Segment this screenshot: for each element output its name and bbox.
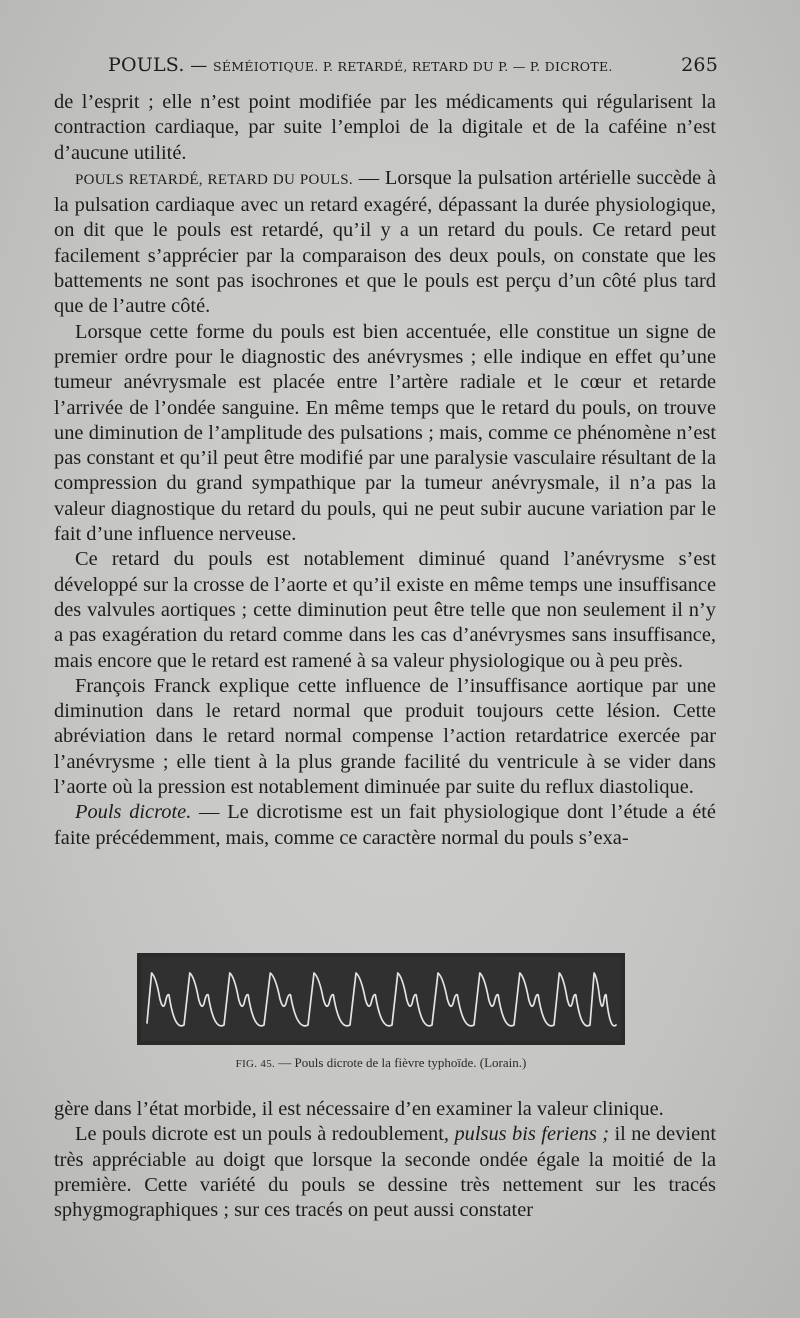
paragraph-anevrysmes: Lorsque cette forme du pouls est bien accentuée, elle constitue un signe de premier ordre pour le diagnostic des anévrysmes ; elle indique en effet qu’une tumeur anévrysmale est placée entre l’artère radiale et le cœur et retarde l’arrivée de l’ondée sanguine. En même temps que le retard du pouls, on trouve une diminution de l’amplitude des pulsations ; mais, comme ce phénomène n’est pas constant et qu’il peut être modifié par une paralysie vasculaire résultant de la compression du grand sympathique par la tumeur anévrysmale, il n’a pas la valeur diagnostique du retard du pouls, qui ne peut subir aucune variation par le fait d’une influence nerveuse. xyxy=(54,320,716,546)
figure-label: FIG. 45. xyxy=(235,1058,276,1070)
paragraph-text: — Lorsque la pulsation artérielle succède à la pulsation cardiaque avec un retard exagéré, dépassant la durée physiologique, on dit que le pouls est retardé, qu’il y a un retard du pouls. Ce retard peut facilement s’apprécier par la comparaison des deux pouls, on constate que les battements ne sont pas isochrones et que le pouls est perçu d’un côté plus tard que de l’autre côté. xyxy=(54,166,717,318)
paragraph-text: il ne devient très appréciable au doigt que lorsque la seconde ondée égale la moitié de la première. Cette variété du pouls se dessine très nettement sur les tracés sphygmographiques ; sur ces tracés on peut aussi constater xyxy=(54,1123,716,1222)
header-dash: — xyxy=(190,56,208,76)
paragraph-insuffisance: Ce retard du pouls est notablement diminué quand l’anévrysme s’est développé sur la crosse de l’aorte et qu’il existe en même temps une insuffisance des valvules aortiques ; cette diminution peut être telle que non seulement il n’y a pas exagération du retard comme dans les cas d’anévrysmes sans insuffisance, mais encore que le retard est ramené à sa valeur physiologique ou à peu près. xyxy=(54,548,716,672)
page-number: 265 xyxy=(681,54,718,76)
paragraph-pouls-dicrote xyxy=(54,800,716,851)
header-title xyxy=(108,54,613,76)
paragraph-continuation: de l’esprit ; elle n’est point modifiée par les médicaments qui régularisent la contraction cardiaque, par suite l’emploi de la digitale et de la caféine n’est d’aucune utilité. xyxy=(54,91,716,164)
header-section-name: POULS. xyxy=(108,54,185,76)
text-block-top xyxy=(54,90,716,851)
paragraph-text: Le pouls dicrote est un pouls à redoublement, xyxy=(75,1123,455,1146)
section-heading-pouls-retarde: POULS RETARDÉ, RETARD DU POULS. xyxy=(75,171,353,188)
figure-sphygmograph-trace xyxy=(137,953,625,1045)
latin-term: pulsus bis feriens ; xyxy=(454,1123,610,1146)
paragraph-continuation-clinique: gère dans l’état morbide, il est nécessaire d’en examiner la valeur clinique. xyxy=(54,1098,664,1120)
running-header xyxy=(108,54,718,82)
text-block-bottom xyxy=(54,1097,716,1223)
paragraph-pulsus-bis-feriens xyxy=(54,1122,716,1223)
section-heading-pouls-dicrote: Pouls dicrote. xyxy=(75,801,192,824)
paragraph-francois-franck: François Franck explique cette influence de l’insuffisance aortique par une diminution dans le retard normal que produit toujours cette lésion. Cette abréviation dans le retard normal compense l’action retardatrice exercée par l’anévrysme ; elle tient à la plus grande facilité du ventricule à se vider dans l’aorte où la pression est notablement diminuée par suite du reflux diastolique. xyxy=(54,674,716,799)
header-subtitle: SÉMÉIOTIQUE. P. RETARDÉ, RETARD DU P. — P. DICROTE. xyxy=(213,59,613,74)
pulse-trace-image xyxy=(137,953,625,1045)
figure-caption xyxy=(137,1055,625,1071)
figure-caption-text: — Pouls dicrote de la fièvre typhoïde. (Lorain.) xyxy=(275,1055,527,1070)
paragraph-pouls-retarde xyxy=(54,166,716,320)
paragraph-text: — Le dicrotisme est un fait physiologique dont l’étude a été faite précédemment, mais, comme ce caractère normal du pouls s’exa- xyxy=(54,801,716,849)
